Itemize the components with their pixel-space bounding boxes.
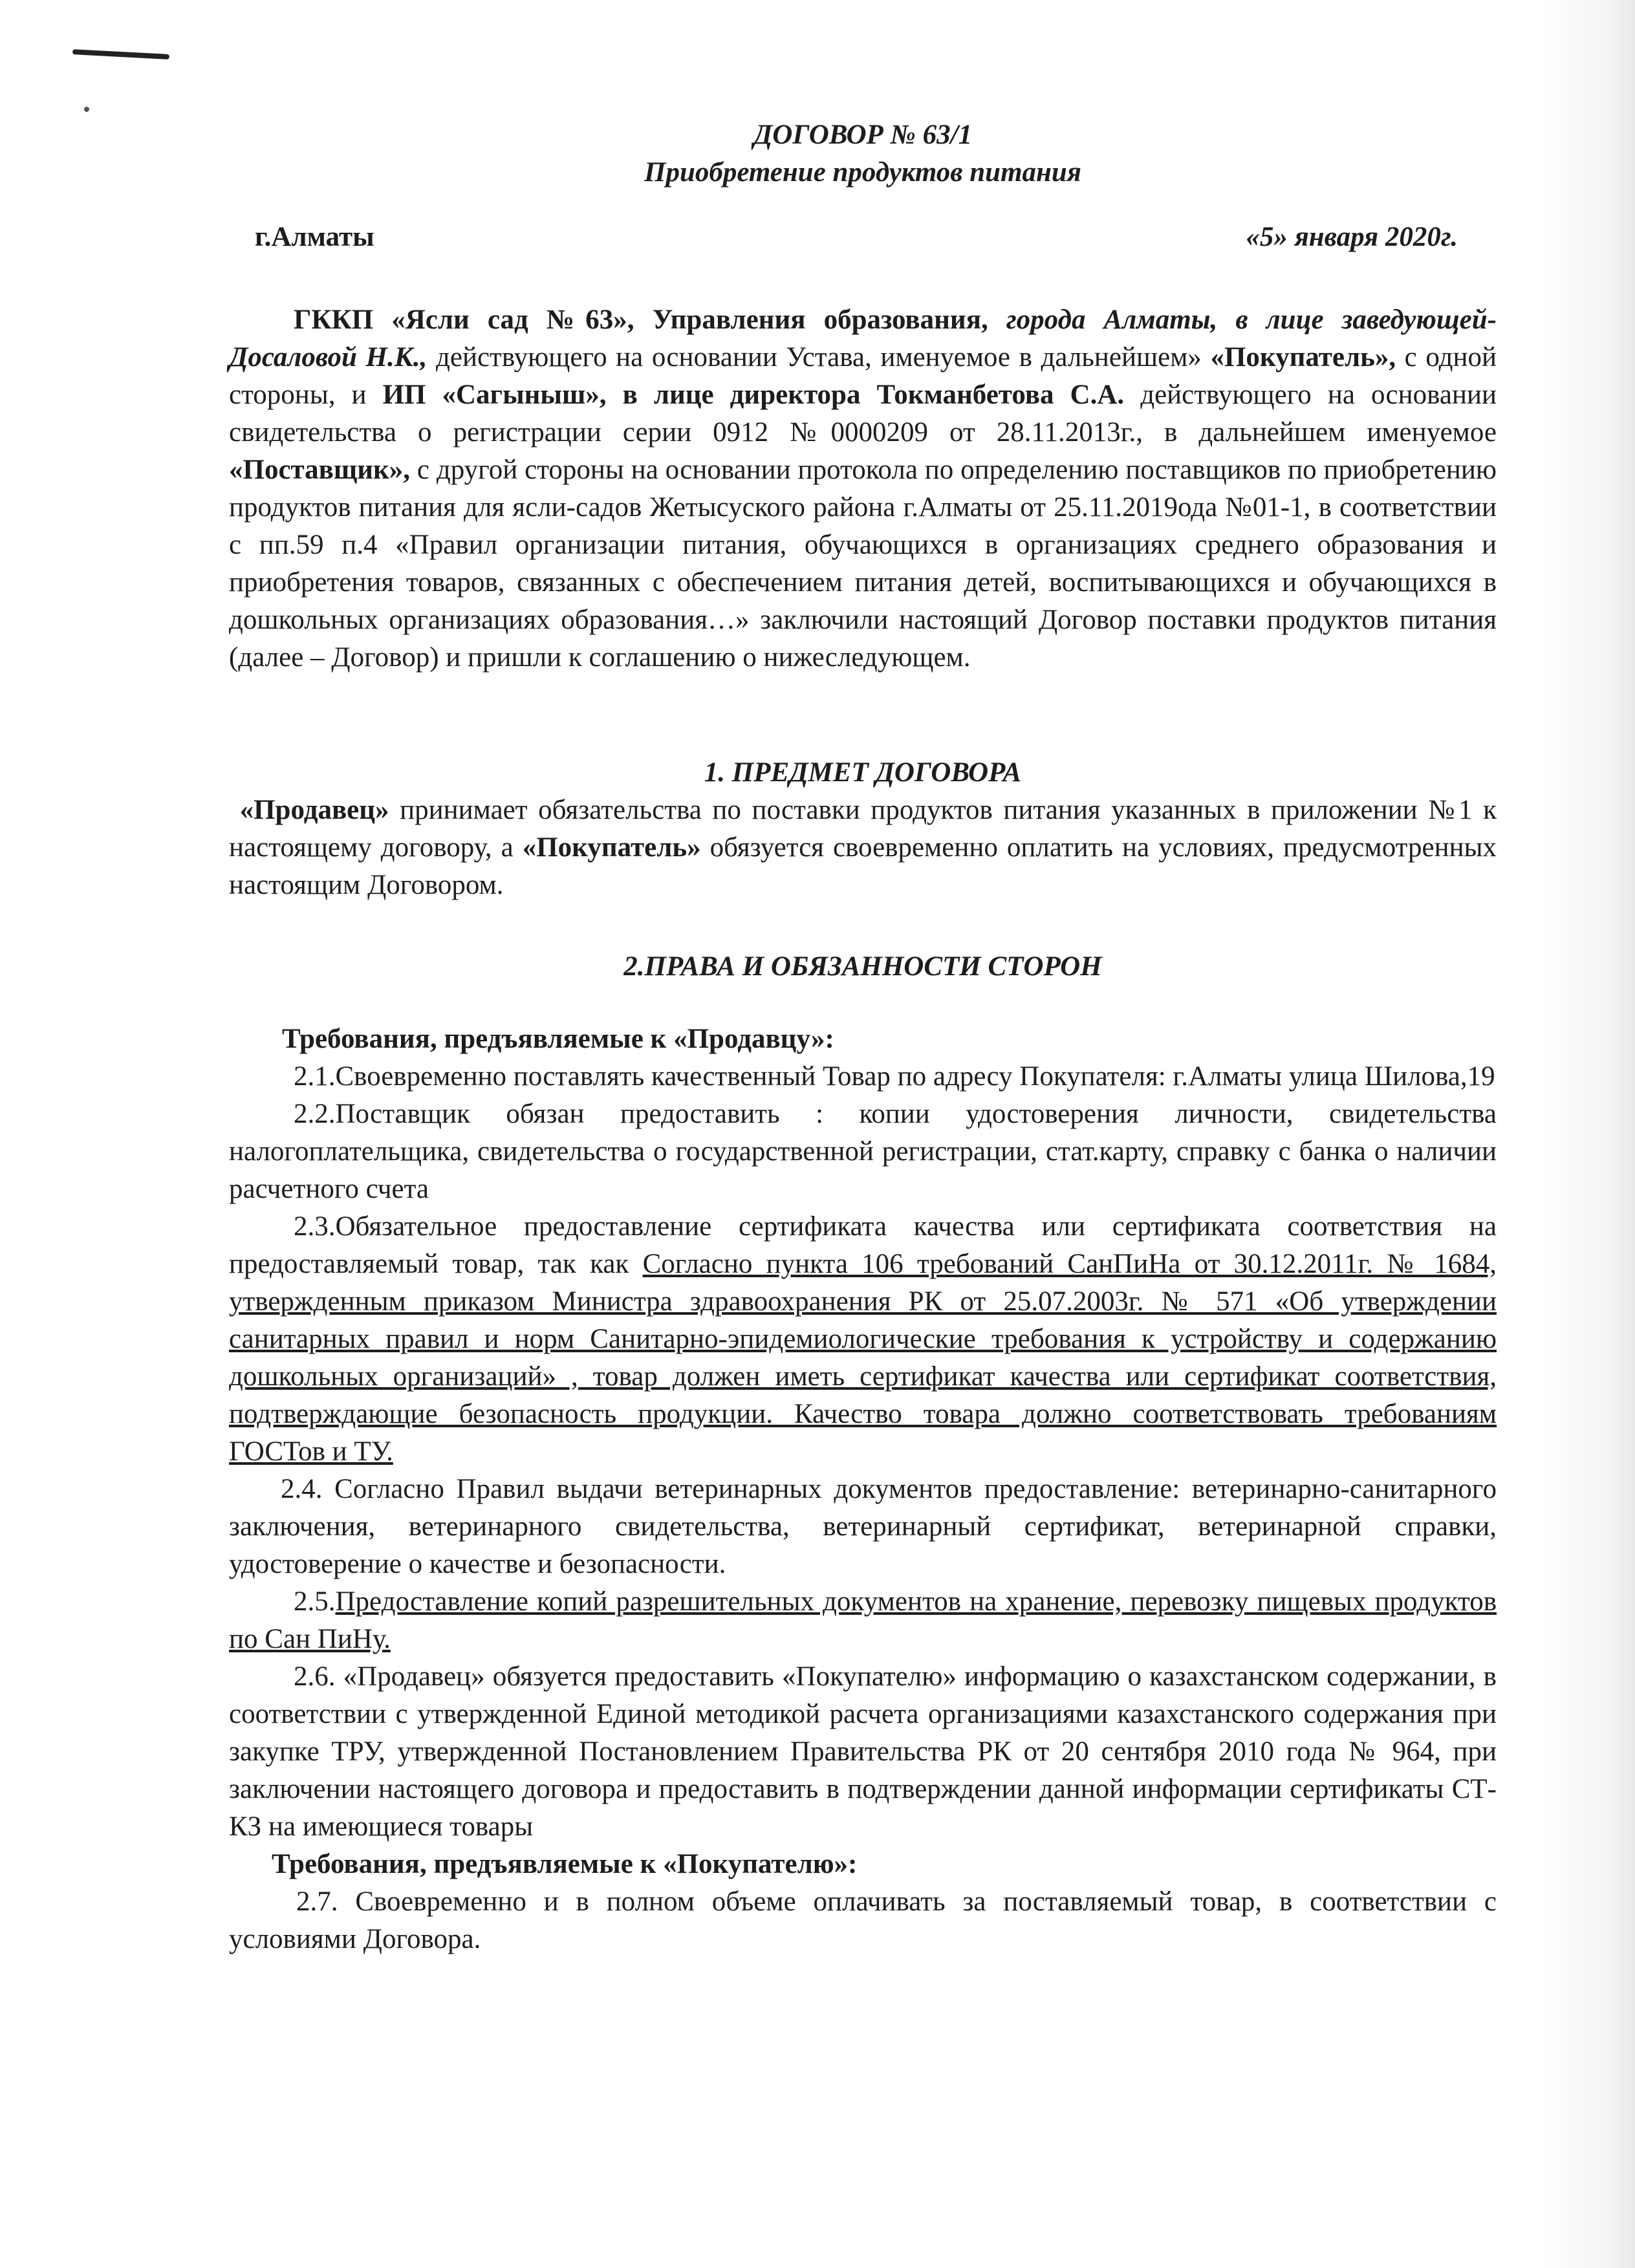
intro-text-4: с другой стороны на основании протокола по определению поставщиков по приобретению продуктов питания для ясли-садов Жетысуского района г.Алматы от 25.11.2019ода №01-1, в соответствии с пп.59 п.4 «Правил организации питания, обучающихся в организациях среднего образования и приобретения товаров, связанных с обеспечением питания детей, воспитывающихся и обучающихся в дошкольных организациях образования…» заключили настоящий Договор поставки продуктов питания (далее – Договор) и пришли к соглашению о нижеследующем. xyxy=(229,455,1497,673)
intro-text-2: с одной стороны, и xyxy=(229,342,1497,410)
buyer-representative: города Алматы, в лице заведующей- Досаловой Н.К., xyxy=(229,305,1497,373)
scan-pen-mark xyxy=(72,49,169,59)
intro-space xyxy=(988,305,1006,335)
item-2-7: 2.7. Своевременно и в полном объеме оплачивать за поставляемый товар, в соответствии с условиями Договора. xyxy=(229,1886,1497,1954)
buyer-term: «Покупатель», xyxy=(1210,342,1396,373)
item-2-5 xyxy=(229,1583,1497,1658)
intro-text-1: действующего на основании Устава, именуемое в дальнейшем» xyxy=(427,342,1211,373)
item-2-6: 2.6. «Продавец» обязуется предоставить «Покупателю» информацию о казахстанском содержании, в соответствии с утвержденной Единой методикой расчета организациями казахстанского содержания при закупке ТРУ, утвержденной Постановлением Правительства РК от 20 сентября 2010 года № 964, при заключении настоящего договора и предоставить в подтверждении данной информации сертификаты СТ-КЗ на имеющиеся товары xyxy=(229,1661,1497,1842)
item-2-3-underlined: Согласно пункта 106 требований СанПиНа от 30.12.2011г. № 1684, утвержденным приказом Министра здравоохранения РК от 25.07.2003г. № 571 «Об утверждении санитарных правил и норм Санитарно-эпидемиологические требования к устройству и содержанию дошкольных организаций» , товар должен иметь сертификат качества или сертификат соответствия, подтверждающие безопасность продукции. Качество товара должно соответствовать требованиям ГОСТов и ТУ. xyxy=(229,1249,1497,1467)
section-1-text-1: принимает обязательства по поставки продуктов питания указанных в приложении №1 к настоящему договору, а xyxy=(229,795,1497,863)
contract-title: ДОГОВОР № 63/1 xyxy=(753,120,973,150)
contract-city: г.Алматы xyxy=(255,222,374,252)
item-2-4: 2.4. Согласно Правил выдачи ветеринарных документов предоставление: ветеринарно-санитарного заключения, ветеринарного свидетельства, ветеринарный сертификат, ветеринарной справки, удостоверение о качестве и безопасности. xyxy=(229,1474,1497,1579)
scan-edge-shadow xyxy=(1538,0,1635,2268)
item-2-5-number: 2.5. xyxy=(294,1586,336,1617)
intro-text-3: действующего на основании свидетельства о регистрации серии 0912 №0000209 от 28.11.2013г., в дальнейшем именуемое xyxy=(229,380,1497,448)
intro-paragraph xyxy=(229,301,1497,676)
contract-page xyxy=(229,116,1497,1958)
section-1-paragraph xyxy=(229,792,1497,904)
section-2-title: 2.ПРАВА И ОБЯЗАННОСТИ СТОРОН xyxy=(623,951,1102,982)
city-date-line xyxy=(229,219,1497,256)
item-2-2: 2.2.Поставщик обязан предоставить : копии удостоверения личности, свидетельства налогоплательщика, свидетельства о государственной регистрации, стат.карту, справку с банка о наличии расчетного счета xyxy=(229,1099,1497,1204)
item-2-5-underlined: Предоставление копий разрешительных документов на хранение, перевозку пищевых продуктов по Сан ПиНу. xyxy=(229,1586,1497,1654)
seller-term: «Продавец» xyxy=(239,795,389,825)
buyer-org-name: ГККП «Ясли сад №63», Управления образования, xyxy=(294,305,988,335)
seller-requirements-heading: Требования, предъявляемые к «Продавцу»: xyxy=(282,1024,834,1054)
section-1-text-2: обязуется своевременно оплатить на условиях, предусмотренных настоящим Договором. xyxy=(229,832,1497,900)
section-1-title: 1. ПРЕДМЕТ ДОГОВОРА xyxy=(704,757,1022,788)
item-2-1: 2.1.Своевременно поставлять качественный Товар по адресу Покупателя: г.Алматы улица Шилова,19 xyxy=(294,1061,1495,1092)
supplier-org-name: ИП «Сагыныш», в лице директора Токманбетова С.А. xyxy=(382,380,1125,410)
contract-subtitle: Приобретение продуктов питания xyxy=(644,157,1081,188)
scan-dot-mark xyxy=(84,107,89,112)
item-2-3 xyxy=(229,1208,1497,1471)
buyer-term-2: «Покупатель» xyxy=(522,832,701,863)
item-2-3-text: 2.3.Обязательное предоставление сертификата качества или сертификата соответствия на предоставляемый товар, так как xyxy=(229,1211,1497,1279)
supplier-term: «Поставщик», xyxy=(229,455,411,485)
contract-date: «5» января 2020г. xyxy=(1246,222,1458,252)
buyer-requirements-heading: Требования, предъявляемые к «Покупателю»: xyxy=(272,1849,858,1879)
